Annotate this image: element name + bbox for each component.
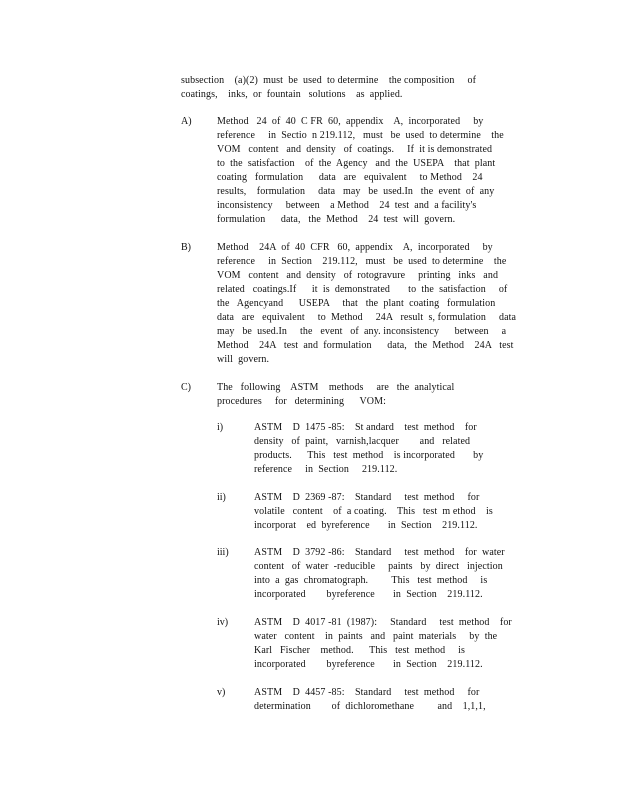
- item-a-line: Method 24 of 40 C FR 60, appendix A, incorporated by: [217, 116, 484, 127]
- item-a-line: VOM content and density of coatings. If it is demonstrated: [217, 144, 493, 155]
- subitem-i-line: reference in Section 219.112.: [254, 464, 398, 475]
- subitem-ii-label: ii): [217, 492, 226, 503]
- item-a-line: reference in Sectio n 219.112, must be used to determine the: [217, 130, 504, 141]
- subitem-iii-label: iii): [217, 547, 229, 558]
- subitem-iv-line: ASTM D 4017 -81 (1987): Standard test method for: [254, 617, 512, 628]
- subitem-i-line: products. This test method is incorporated by: [254, 450, 484, 461]
- subitem-iv-line: Karl Fischer method. This test method is: [254, 645, 466, 656]
- subitem-iii-line: into a gas chromatograph. This test method is: [254, 575, 488, 586]
- item-a-line: results, formulation data may be used.In the event of any: [217, 186, 495, 197]
- item-b-line: Method 24A test and formulation data, the Method 24A test: [217, 340, 514, 351]
- item-a-line: to the satisfaction of the Agency and the USEPA that plant: [217, 158, 496, 169]
- subitem-i-label: i): [217, 422, 224, 433]
- item-a-label: A): [181, 116, 192, 127]
- subitem-iv-line: incorporated byreference in Section 219.112.: [254, 659, 483, 670]
- item-a-line: inconsistency between a Method 24 test and a facility's: [217, 200, 477, 211]
- item-c-line: procedures for determining VOM:: [217, 396, 386, 407]
- subitem-v-line: determination of dichloromethane and 1,1,1,: [254, 701, 486, 712]
- subitem-iii-line: ASTM D 3792 -86: Standard test method for water: [254, 547, 505, 558]
- item-b-line: the Agencyand USEPA that the plant coating formulation: [217, 298, 496, 309]
- item-b-line: may be used.In the event of any. inconsistency between a: [217, 326, 507, 337]
- subitem-i-line: density of paint, varnish,lacquer and related: [254, 436, 471, 447]
- subitem-iv-label: iv): [217, 617, 229, 628]
- subitem-v-label: v): [217, 687, 226, 698]
- subitem-iv-line: water content in paints and paint materials by the: [254, 631, 498, 642]
- item-b-label: B): [181, 242, 191, 253]
- item-a-line: formulation data, the Method 24 test will govern.: [217, 214, 456, 225]
- subitem-ii-line: volatile content of a coating. This test m ethod is: [254, 506, 493, 517]
- item-b-line: Method 24A of 40 CFR 60, appendix A, incorporated by: [217, 242, 493, 253]
- subitem-ii-line: ASTM D 2369 -87: Standard test method for: [254, 492, 480, 503]
- subitem-iii-line: incorporated byreference in Section 219.112.: [254, 589, 483, 600]
- subitem-i-line: ASTM D 1475 -85: St andard test method for: [254, 422, 477, 433]
- item-b-line: reference in Section 219.112, must be used to determine the: [217, 256, 507, 267]
- item-b-line: VOM content and density of rotogravure printing inks and: [217, 270, 499, 281]
- subitem-ii-line: incorporat ed byreference in Section 219.112.: [254, 520, 478, 531]
- item-b-line: related coatings.If it is demonstrated to the satisfaction of: [217, 284, 508, 295]
- item-b-line: will govern.: [217, 354, 270, 365]
- subitem-v-line: ASTM D 4457 -85: Standard test method for: [254, 687, 480, 698]
- item-a-line: coating formulation data are equivalent to Method 24: [217, 172, 483, 183]
- item-c-line: The following ASTM methods are the analytical: [217, 382, 455, 393]
- item-c-label: C): [181, 382, 191, 393]
- intro-line: subsection (a)(2) must be used to determine the composition of: [181, 75, 477, 86]
- item-b-line: data are equivalent to Method 24A result s, formulation data: [217, 312, 517, 323]
- intro-line: coatings, inks, or fountain solutions as applied.: [181, 89, 403, 100]
- subitem-iii-line: content of water -reducible paints by direct injection: [254, 561, 503, 572]
